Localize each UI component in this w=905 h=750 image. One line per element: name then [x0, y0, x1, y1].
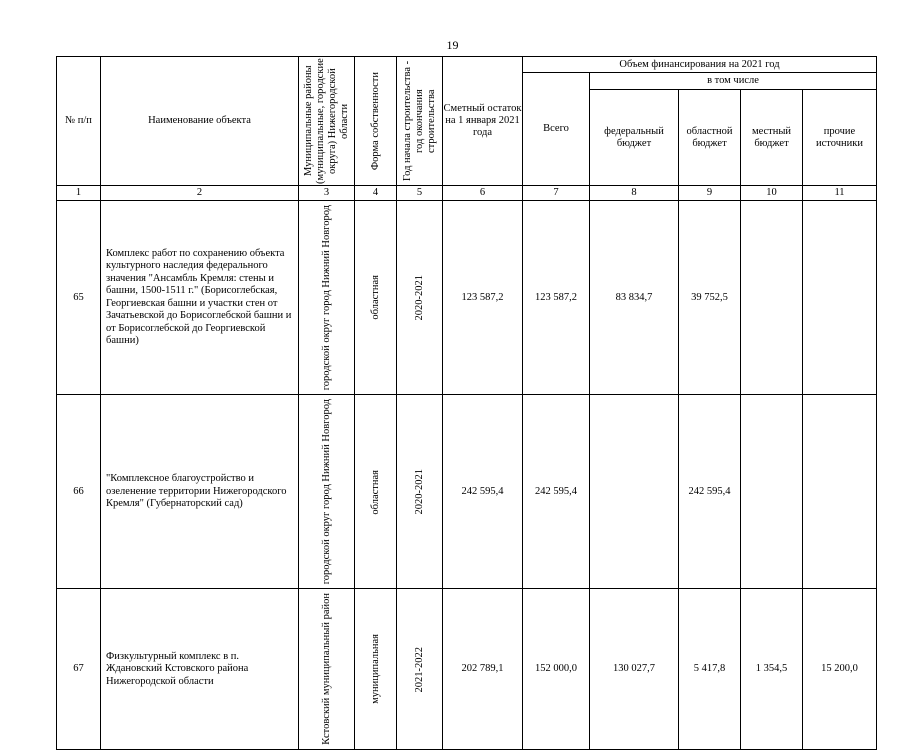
header-other: прочие источники: [803, 90, 877, 186]
table-row: [57, 201, 877, 395]
column-number-row: [57, 186, 877, 201]
header-estimate: Сметный остаток на 1 января 2021 года: [443, 57, 523, 186]
column-number: 6: [443, 186, 523, 201]
row-regional: 5 417,8: [679, 589, 741, 750]
row-ownership: областная: [355, 395, 397, 589]
row-years: 2020-2021: [397, 201, 443, 395]
header-ownership: Форма собственности: [355, 57, 397, 186]
column-number: 4: [355, 186, 397, 201]
header-including-group: в том числе: [590, 73, 877, 90]
row-object-name: "Комплексное благоустройство и озеленение территории Нижегородского Кремля" (Губернаторский сад): [101, 395, 299, 589]
header-total: Всего: [523, 73, 590, 186]
objects-financing-table: [56, 56, 877, 750]
header-municipality: Муниципальные районы (муниципальные, городские округа) Нижегородской области: [299, 57, 355, 186]
column-number: 1: [57, 186, 101, 201]
row-local: [741, 395, 803, 589]
row-total: 152 000,0: [523, 589, 590, 750]
column-number: 10: [741, 186, 803, 201]
header-num: № п/п: [57, 57, 101, 186]
row-years: 2020-2021: [397, 395, 443, 589]
header-financing-group: Объем финансирования на 2021 год: [523, 57, 877, 73]
row-municipality: городской округ город Нижний Новгород: [299, 201, 355, 395]
header-object-name: Наименование объекта: [101, 57, 299, 186]
row-other: 15 200,0: [803, 589, 877, 750]
header-regional: областной бюджет: [679, 90, 741, 186]
row-regional: 242 595,4: [679, 395, 741, 589]
row-ownership: муниципальная: [355, 589, 397, 750]
row-local: [741, 201, 803, 395]
row-num: 67: [57, 589, 101, 750]
column-number: 9: [679, 186, 741, 201]
table-row: [57, 395, 877, 589]
column-number: 11: [803, 186, 877, 201]
column-number: 8: [590, 186, 679, 201]
row-federal: 130 027,7: [590, 589, 679, 750]
row-object-name: Физкультурный комплекс в п. Ждановский Кстовского района Нижегородской области: [101, 589, 299, 750]
row-num: 65: [57, 201, 101, 395]
row-regional: 39 752,5: [679, 201, 741, 395]
row-estimate: 202 789,1: [443, 589, 523, 750]
row-federal: 83 834,7: [590, 201, 679, 395]
header-years: Год начала строительства - год окончания строительства: [397, 57, 443, 186]
row-other: [803, 201, 877, 395]
row-total: 123 587,2: [523, 201, 590, 395]
header-federal: федеральный бюджет: [590, 90, 679, 186]
row-municipality: городской округ город Нижний Новгород: [299, 395, 355, 589]
row-object-name: Комплекс работ по сохранению объекта культурного наследия федерального значения "Ансамбль Кремля: стены и башни, 1500-1511 г." (Борисоглебская, Георгиевская башни и участки стен от Зачатьевской до Борисоглебской башни и от Борисоглебской до Георгиевской башни): [101, 201, 299, 395]
row-total: 242 595,4: [523, 395, 590, 589]
row-municipality: Кстовский муниципальный район: [299, 589, 355, 750]
table-row: [57, 589, 877, 750]
column-number: 2: [101, 186, 299, 201]
row-federal: [590, 395, 679, 589]
column-number: 7: [523, 186, 590, 201]
row-years: 2021-2022: [397, 589, 443, 750]
column-number: 3: [299, 186, 355, 201]
column-number: 5: [397, 186, 443, 201]
row-other: [803, 395, 877, 589]
row-estimate: 242 595,4: [443, 395, 523, 589]
page-number: 19: [446, 38, 459, 52]
row-estimate: 123 587,2: [443, 201, 523, 395]
row-local: 1 354,5: [741, 589, 803, 750]
row-num: 66: [57, 395, 101, 589]
row-ownership: областная: [355, 201, 397, 395]
header-local: местный бюджет: [741, 90, 803, 186]
